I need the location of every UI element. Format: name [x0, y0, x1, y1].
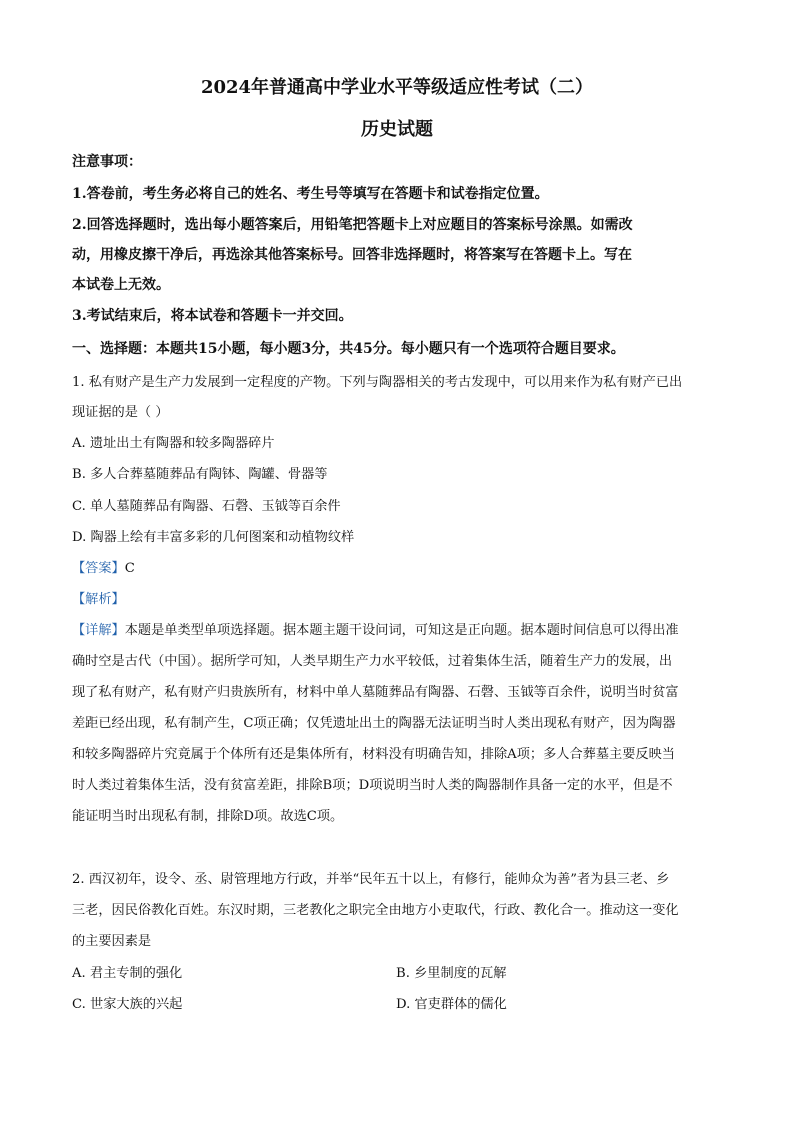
q2-option-b: B. 乡里制度的瓦解	[396, 966, 507, 981]
subject-title: 历史试题	[361, 119, 433, 140]
q1-option-b: B. 多人合葬墓随葬品有陶钵、陶罐、骨器等	[72, 467, 328, 482]
analysis-tag: 【解析】	[72, 592, 125, 607]
notice-line: 本试卷上无效。	[72, 277, 170, 293]
q1-detail: 【详解】本题是单类型单项选择题。据本题主题干设问词，可知这是正向题。据本题时间信息可以得出准	[72, 623, 679, 638]
notice-line: 动，用橡皮擦干净后，再选涂其他答案标号。回答非选择题时，将答案写在答题卡上。写在	[72, 247, 632, 263]
detail-tag: 【详解】	[72, 623, 125, 638]
answer-value: C	[124, 561, 135, 576]
section-heading: 一、选择题：本题共15小题，每小题3分，共45分。每小题只有一个选项符合题目要求。	[72, 341, 625, 357]
q1-detail: 能证明当时出现私有制，排除D项。故选C项。	[72, 809, 344, 824]
q1-option-d: D. 陶器上绘有丰富多彩的几何图案和动植物纹样	[72, 530, 355, 545]
q1-detail: 确时空是古代（中国）。据所学可知，人类早期生产力水平较低，过着集体生活，随着生产力的发展，出	[72, 654, 673, 669]
notice-heading: 注意事项：	[72, 154, 142, 170]
q1-detail: 时人类过着集体生活，没有贫富差距，排除B项；D项说明当时人类的陶器制作具备一定的水平，但是不	[72, 778, 673, 793]
answer-tag: 【答案】	[72, 561, 125, 576]
q1-option-a: A. 遗址出土有陶器和较多陶器碎片	[72, 436, 275, 451]
q2-option-c: C. 世家大族的兴起	[72, 997, 183, 1012]
q1-detail: 现了私有财产，私有财产归贵族所有，材料中单人墓随葬品有陶器、石磬、玉钺等百余件，说明当时贫富	[72, 685, 679, 700]
q2-option-a: A. 君主专制的强化	[72, 966, 183, 981]
notice-line: 1.答卷前，考生务必将自己的姓名、考生号等填写在答题卡和试卷指定位置。	[72, 186, 549, 202]
exam-title: 2024年普通高中学业水平等级适应性考试（二）	[200, 77, 594, 98]
q1-option-c: C. 单人墓随葬品有陶器、石磬、玉钺等百余件	[72, 499, 341, 514]
q1-detail: 差距已经出现，私有制产生，C项正确；仅凭遗址出土的陶器无法证明当时人类出现私有财产，因为陶器	[72, 716, 676, 731]
q1-detail: 和较多陶器碎片究竟属于个体所有还是集体所有，材料没有明确告知，排除A项；多人合葬墓主要反映当	[72, 747, 675, 762]
q2-option-d: D. 官吏群体的儒化	[396, 997, 507, 1012]
q2-stem: 2. 西汉初年，设令、丞、尉管理地方行政，并举“民年五十以上，有修行，能帅众为善”者为县三老、乡	[72, 872, 670, 887]
q1-answer	[72, 557, 135, 576]
q1-stem: 1. 私有财产是生产力发展到一定程度的产物。下列与陶器相关的考古发现中，可以用来作为私有财产已出	[72, 375, 683, 390]
q2-stem: 的主要因素是	[72, 934, 152, 949]
q1-stem: 现证据的是（ ）	[72, 405, 169, 420]
notice-line: 2.回答选择题时，选出每小题答案后，用铅笔把答题卡上对应题目的答案标号涂黑。如需改	[72, 217, 633, 233]
q2-stem: 三老，因民俗教化百姓。东汉时期，三老教化之职完全由地方小吏取代，行政、教化合一。推动这一变化	[72, 903, 679, 918]
notice-line: 3.考试结束后，将本试卷和答题卡一并交回。	[72, 308, 353, 324]
